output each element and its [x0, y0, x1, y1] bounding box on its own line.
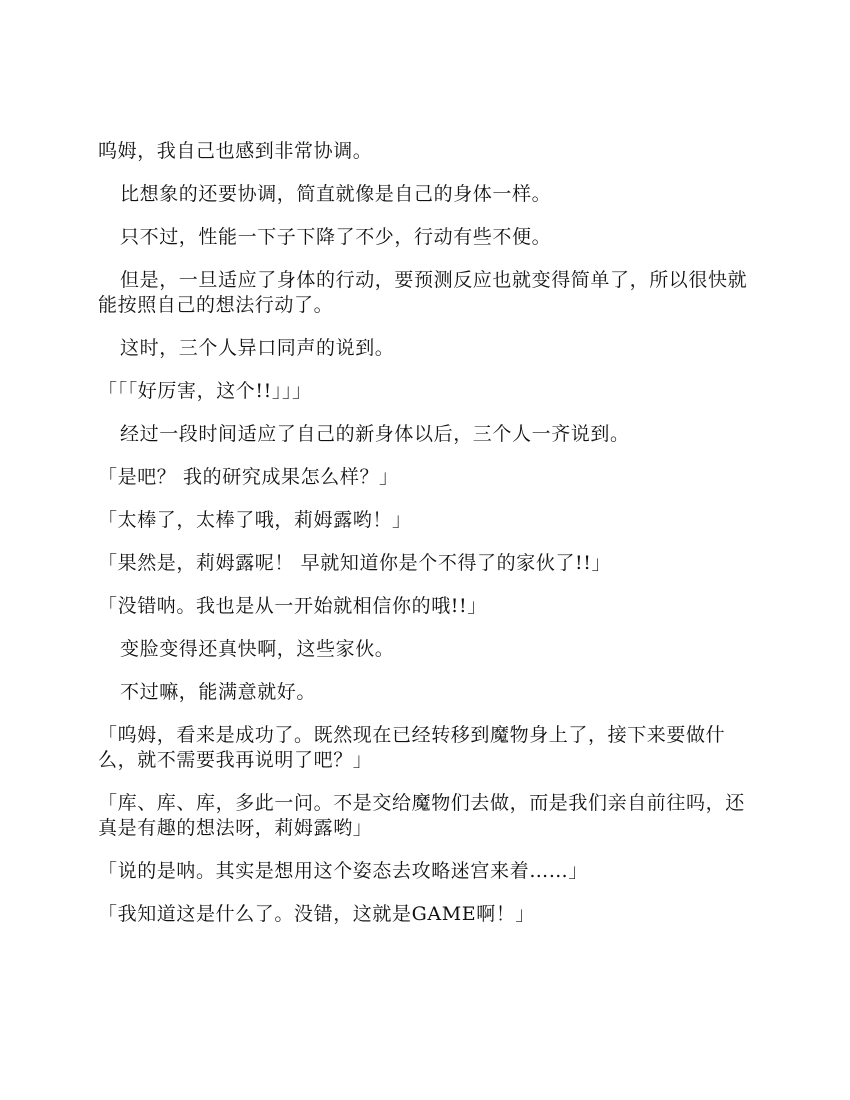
document-body [98, 139, 748, 945]
paragraph-8: 「是吧？ 我的研究成果怎么样？」 [98, 466, 399, 488]
paragraph-14: 「呜姆，看来是成功了。既然现在已经转移到魔物身上了，接下来要做什么，就不需要我再说明了吧？」 [98, 724, 726, 771]
paragraph-15: 「库、库、库，多此一问。不是交给魔物们去做，而是我们亲自前往吗，还真是有趣的想法呀，莉姆露哟」 [98, 792, 745, 839]
paragraph-1: 呜姆，我自己也感到非常协调。 [98, 140, 373, 162]
paragraph-5: 这时，三个人异口同声的说到。 [120, 337, 395, 359]
paragraph-3: 只不过，性能一下子下降了不少，行动有些不便。 [120, 226, 552, 248]
paragraph-10: 「果然是，莉姆露呢！ 早就知道你是个不得了的家伙了!!」 [98, 552, 612, 574]
paragraph-16: 「说的是呐。其实是想用这个姿态去攻略迷宫来着……」 [98, 860, 589, 882]
paragraph-6: 「「「好厉害，这个!!」」」 [98, 380, 312, 402]
paragraph-2: 比想象的还要协调，简直就像是自己的身体一样。 [120, 183, 552, 205]
paragraph-7: 经过一段时间适应了自己的新身体以后，三个人一齐说到。 [120, 423, 630, 445]
paragraph-17: 「我知道这是什么了。没错，这就是GAME啊！」 [98, 903, 536, 925]
paragraph-9: 「太棒了，太棒了哦，莉姆露哟！」 [98, 509, 412, 531]
paragraph-13: 不过嘛，能满意就好。 [120, 681, 317, 703]
paragraph-4: 但是，一旦适应了身体的行动，要预测反应也就变得简单了，所以很快就能按照自己的想法行动了。 [98, 269, 748, 316]
paragraph-11: 「没错呐。我也是从一开始就相信你的哦!!」 [98, 595, 487, 617]
paragraph-12: 变脸变得还真快啊，这些家伙。 [120, 638, 395, 660]
